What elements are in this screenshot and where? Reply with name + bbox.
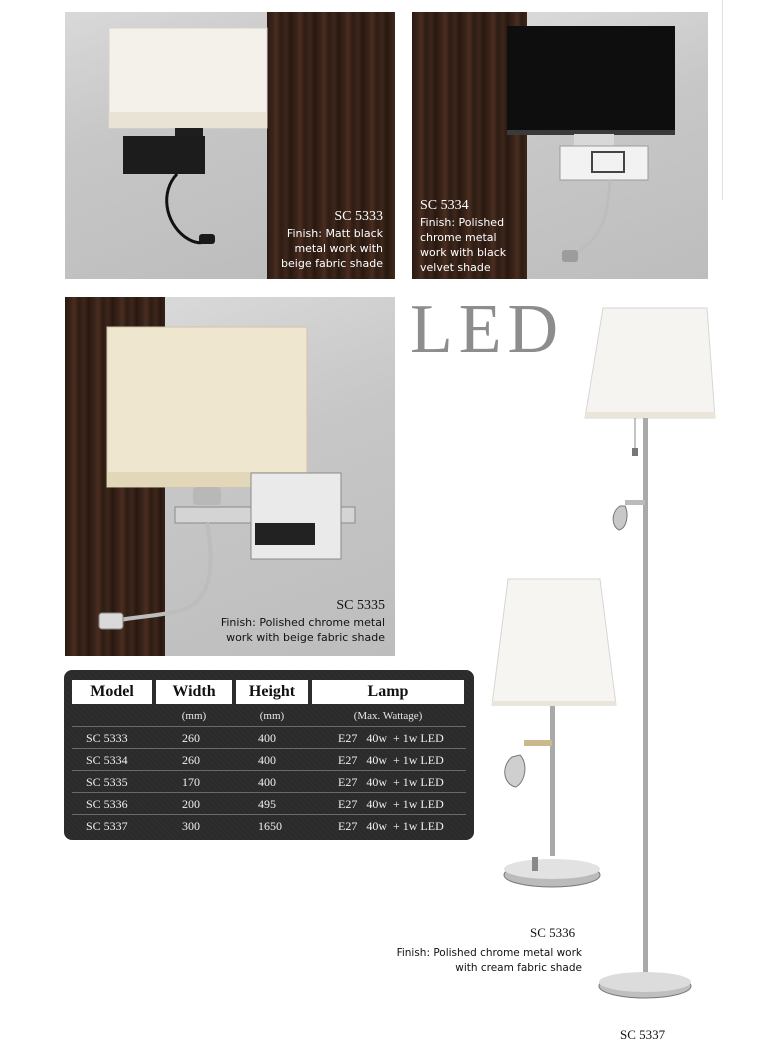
page-rule (722, 0, 723, 200)
finish-line: Finish: Matt black (286, 227, 383, 240)
table-row (72, 726, 466, 749)
table-row (72, 792, 466, 815)
product-code-sc5337: SC 5337 (620, 1027, 666, 1042)
product-code: SC 5335 (336, 598, 385, 613)
cell-model: SC 5333 (86, 731, 128, 745)
page-title: LED (410, 291, 565, 368)
finish-line: work with beige fabric shade (226, 631, 385, 644)
cell-width: 200 (182, 797, 200, 811)
cell-width: 260 (182, 753, 200, 767)
cell-lamp: E27 40w + 1w LED (338, 797, 444, 811)
cell-height: 400 (258, 775, 276, 789)
finish-line: work with black (420, 246, 507, 259)
table-row (72, 748, 466, 771)
unit-lamp: (Max. Wattage) (353, 710, 423, 722)
table-lamp-sc5336-image (488, 575, 628, 905)
header-height: Height (236, 680, 308, 704)
cell-height: 495 (258, 797, 276, 811)
product-code-sc5336: SC 5336 (530, 925, 576, 940)
photo-sc5334 (412, 12, 708, 279)
product-code: SC 5333 (334, 209, 383, 224)
finish-line: velvet shade (420, 261, 491, 274)
cell-lamp: E27 40w + 1w LED (338, 731, 444, 745)
cell-lamp: E27 40w + 1w LED (338, 819, 444, 833)
photo-sc5335 (65, 297, 395, 656)
cell-lamp: E27 40w + 1w LED (338, 775, 444, 789)
cell-height: 400 (258, 753, 276, 767)
cell-width: 170 (182, 775, 200, 789)
finish-line: Finish: Polished chrome metal (220, 616, 385, 629)
caption-sc5334 (420, 197, 520, 275)
finish-line: with cream fabric shade (455, 962, 582, 974)
table-row (72, 770, 466, 793)
cell-model: SC 5335 (86, 775, 128, 789)
caption-sc5335 (205, 597, 385, 645)
caption-sc5336 (382, 946, 582, 976)
cell-width: 300 (182, 819, 200, 833)
cell-height: 1650 (258, 819, 282, 833)
finish-line: metal work with (294, 242, 383, 255)
cell-lamp: E27 40w + 1w LED (338, 753, 444, 767)
unit-height: (mm) (259, 710, 285, 722)
finish-line: chrome metal (420, 231, 497, 244)
cell-model: SC 5337 (86, 819, 128, 833)
spec-table (64, 670, 474, 840)
cell-model: SC 5334 (86, 753, 128, 767)
table-row (72, 814, 466, 837)
photo-sc5333 (65, 12, 395, 279)
header-lamp: Lamp (312, 680, 464, 704)
unit-width: (mm) (181, 710, 207, 722)
caption-sc5333 (251, 208, 383, 271)
finish-line: beige fabric shade (281, 257, 383, 270)
header-width: Width (156, 680, 232, 704)
finish-line: Finish: Polished chrome metal work (396, 947, 582, 959)
cell-model: SC 5336 (86, 797, 128, 811)
finish-line: Finish: Polished (420, 216, 505, 229)
cell-height: 400 (258, 731, 276, 745)
product-code: SC 5334 (420, 198, 469, 213)
cell-width: 260 (182, 731, 200, 745)
header-model: Model (72, 680, 152, 704)
